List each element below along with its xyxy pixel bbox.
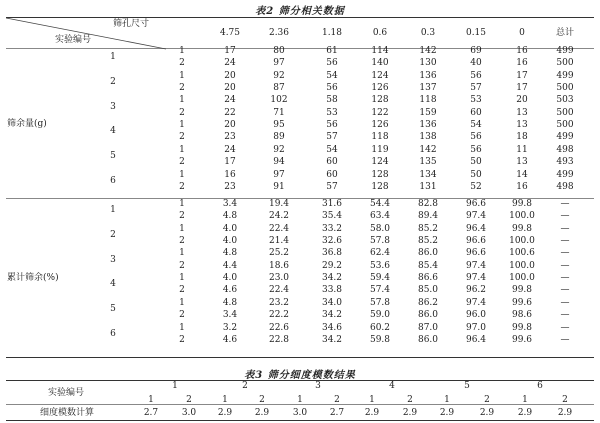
mass-cell: 102 — [270, 95, 288, 106]
mass-cell: 500 — [556, 120, 574, 131]
cumulative-cell: 96.6 — [465, 248, 487, 259]
cumulative-cell: 4.0 — [222, 236, 238, 247]
cumulative-sub-index: 2 — [179, 334, 185, 345]
mass-cell: 17 — [516, 83, 528, 94]
column-header: 0 — [519, 28, 525, 38]
mass-cell: 13 — [516, 120, 528, 131]
mass-cell: 91 — [273, 181, 285, 192]
mass-cell: 95 — [273, 120, 285, 131]
mass-sub-index: 2 — [179, 107, 185, 118]
cumulative-cell: 33.2 — [321, 223, 343, 234]
cumulative-cell: 4.8 — [222, 211, 238, 222]
mass-cell: 140 — [371, 58, 389, 69]
cumulative-sub-index: 1 — [179, 223, 185, 234]
cumulative-cell: 99.8 — [511, 322, 533, 333]
column-header: 1.18 — [321, 28, 343, 38]
table3-value: 2.9 — [254, 408, 270, 418]
mass-sub-index: 2 — [179, 58, 185, 69]
mass-cell: 56 — [326, 120, 338, 131]
mass-cell: 57 — [470, 83, 482, 94]
cumulative-sub-index: 2 — [179, 211, 185, 222]
mass-cell: 126 — [371, 120, 389, 131]
mass-cell: 136 — [419, 70, 437, 81]
cumulative-cell: 54.4 — [369, 199, 391, 209]
mass-cell: 56 — [326, 58, 338, 69]
cumulative-cell: 86.0 — [417, 334, 439, 345]
cumulative-cell: — — [560, 223, 570, 234]
cumulative-cell: 85.2 — [417, 223, 439, 234]
mass-cell: 24 — [224, 144, 236, 155]
cumulative-sub-index: 2 — [179, 236, 185, 247]
mass-cell: 57 — [326, 181, 338, 192]
mass-cell: 11 — [516, 144, 528, 155]
section1-label: 筛余量(g) — [7, 119, 47, 129]
cumulative-cell: — — [560, 236, 570, 247]
mass-cell: 22 — [224, 107, 236, 118]
cumulative-cell: 53.6 — [369, 260, 391, 271]
mass-cell: 118 — [419, 95, 437, 106]
mass-cell: 500 — [556, 107, 574, 118]
mass-cell: 16 — [516, 58, 528, 69]
table2-caption: 表2 筛分相关数据 — [255, 6, 345, 17]
column-header: 2.36 — [268, 28, 290, 38]
cumulative-cell: — — [560, 273, 570, 284]
mass-cell: 53 — [470, 95, 482, 106]
cumulative-cell: 22.4 — [268, 285, 290, 296]
mass-sub-index: 1 — [179, 169, 185, 180]
mass-cell: 126 — [371, 83, 389, 94]
cumulative-group-label: 3 — [110, 254, 116, 265]
cumulative-cell: 96.2 — [465, 285, 487, 296]
cumulative-sub-index: 2 — [179, 310, 185, 321]
cumulative-cell: 96.6 — [465, 199, 487, 209]
mass-sub-index: 1 — [179, 95, 185, 106]
cumulative-cell: 63.4 — [369, 211, 391, 222]
mass-cell: 23 — [224, 132, 236, 143]
mass-cell: 80 — [273, 46, 285, 56]
cumulative-cell: — — [560, 334, 570, 345]
cumulative-cell: 34.0 — [321, 297, 343, 308]
mass-cell: 499 — [556, 132, 574, 143]
cumulative-cell: 57.8 — [369, 297, 391, 308]
cumulative-cell: 85.0 — [417, 285, 439, 296]
cumulative-cell: 97.4 — [465, 260, 487, 271]
cumulative-cell: 60.2 — [369, 322, 391, 333]
table3-value: 2.9 — [439, 408, 455, 418]
cumulative-cell: 21.4 — [268, 236, 290, 247]
mass-cell: 16 — [224, 169, 236, 180]
cumulative-cell: 3.2 — [222, 322, 238, 333]
mass-cell: 60 — [470, 107, 482, 118]
table3-sub-index: 1 — [522, 395, 528, 405]
cumulative-cell: 99.6 — [511, 334, 533, 345]
mass-cell: 128 — [371, 169, 389, 180]
cumulative-sub-index: 1 — [179, 199, 185, 209]
table3-sub-index: 2 — [259, 395, 265, 405]
mass-cell: 122 — [371, 107, 389, 118]
table3-sub-index: 2 — [407, 395, 413, 405]
mass-cell: 498 — [556, 144, 574, 155]
mass-cell: 56 — [470, 70, 482, 81]
section2-label: 累计筛余(%) — [7, 273, 59, 283]
mass-cell: 97 — [273, 169, 285, 180]
cumulative-cell: 34.6 — [321, 322, 343, 333]
cumulative-cell: 22.8 — [268, 334, 290, 345]
mass-cell: 24 — [224, 95, 236, 106]
cumulative-cell: 85.4 — [417, 260, 439, 271]
mass-cell: 124 — [371, 157, 389, 168]
table3-group: 5 — [464, 381, 470, 391]
table3-value: 3.0 — [292, 408, 308, 418]
table3-sub-index: 2 — [186, 395, 192, 405]
cumulative-cell: 59.0 — [369, 310, 391, 321]
mass-sub-index: 1 — [179, 120, 185, 131]
table3-sub-index: 2 — [562, 395, 568, 405]
cumulative-cell: 23.0 — [268, 273, 290, 284]
cumulative-cell: 22.4 — [268, 223, 290, 234]
mass-cell: 54 — [326, 70, 338, 81]
cumulative-cell: 29.2 — [321, 260, 343, 271]
mass-cell: 54 — [470, 120, 482, 131]
mass-sub-index: 1 — [179, 46, 185, 56]
cumulative-cell: 87.0 — [417, 322, 439, 333]
column-header: 4.75 — [219, 28, 241, 38]
mass-cell: 60 — [326, 169, 338, 180]
table3-row1-label: 实验编号 — [48, 388, 85, 398]
cumulative-cell: 4.6 — [222, 334, 238, 345]
table3-value: 2.9 — [217, 408, 233, 418]
mass-cell: 40 — [470, 58, 482, 69]
mass-cell: 53 — [326, 107, 338, 118]
cumulative-cell: 18.6 — [268, 260, 290, 271]
mass-cell: 130 — [419, 58, 437, 69]
cumulative-cell: 99.8 — [511, 285, 533, 296]
cumulative-cell: 96.4 — [465, 223, 487, 234]
mass-cell: 69 — [470, 46, 482, 56]
table3-value: 2.9 — [557, 408, 573, 418]
mass-cell: 71 — [273, 107, 285, 118]
mass-cell: 97 — [273, 58, 285, 69]
cumulative-cell: 4.0 — [222, 223, 238, 234]
cumulative-cell: 99.8 — [511, 223, 533, 234]
table3-group: 1 — [172, 381, 178, 391]
cumulative-cell: — — [560, 285, 570, 296]
mass-cell: 13 — [516, 107, 528, 118]
table3-group: 3 — [315, 381, 321, 391]
mass-cell: 131 — [419, 181, 437, 192]
cumulative-cell: 4.8 — [222, 248, 238, 259]
mass-cell: 23 — [224, 181, 236, 192]
cumulative-cell: 100.0 — [509, 211, 535, 222]
cumulative-cell: 100.0 — [509, 260, 535, 271]
cumulative-sub-index: 2 — [179, 285, 185, 296]
mass-cell: 92 — [273, 70, 285, 81]
cumulative-sub-index: 1 — [179, 297, 185, 308]
mass-cell: 135 — [419, 157, 437, 168]
cumulative-cell: 4.4 — [222, 260, 238, 271]
cumulative-cell: 3.4 — [222, 310, 238, 321]
mass-cell: 16 — [516, 181, 528, 192]
mass-cell: 118 — [371, 132, 389, 143]
mass-cell: 24 — [224, 58, 236, 69]
cumulative-cell: 86.6 — [417, 273, 439, 284]
table3-row2-label: 细度模数计算 — [40, 408, 95, 418]
cumulative-cell: 100.6 — [509, 248, 535, 259]
mass-sub-index: 1 — [179, 144, 185, 155]
mass-cell: 142 — [419, 46, 437, 56]
mass-cell: 499 — [556, 70, 574, 81]
cumulative-cell: 23.2 — [268, 297, 290, 308]
mass-cell: 16 — [516, 46, 528, 56]
table2-bottom-rule — [6, 357, 594, 358]
cumulative-group-label: 1 — [110, 205, 116, 216]
mass-cell: 13 — [516, 157, 528, 168]
cumulative-cell: 100.0 — [509, 236, 535, 247]
cumulative-cell: 33.8 — [321, 285, 343, 296]
mass-cell: 54 — [326, 144, 338, 155]
cumulative-cell: 96.0 — [465, 310, 487, 321]
table3-group: 4 — [389, 381, 395, 391]
mass-cell: 128 — [371, 181, 389, 192]
mass-cell: 57 — [326, 132, 338, 143]
mass-sub-index: 2 — [179, 181, 185, 192]
mass-group-label: 2 — [110, 76, 116, 87]
cumulative-cell: 100.0 — [509, 273, 535, 284]
table3-sub-index: 2 — [334, 395, 340, 405]
cumulative-cell: 24.2 — [268, 211, 290, 222]
mass-cell: 134 — [419, 169, 437, 180]
cumulative-sub-index: 1 — [179, 248, 185, 259]
mass-cell: 52 — [470, 181, 482, 192]
table3-sub-index: 2 — [484, 395, 490, 405]
table3-sub-index: 1 — [148, 395, 154, 405]
mass-cell: 500 — [556, 83, 574, 94]
mass-cell: 499 — [556, 169, 574, 180]
mass-cell: 493 — [556, 157, 574, 168]
mass-cell: 14 — [516, 169, 528, 180]
cumulative-cell: — — [560, 248, 570, 259]
table3-value: 2.9 — [517, 408, 533, 418]
table3-sub-index: 1 — [222, 395, 228, 405]
cumulative-cell: 96.4 — [465, 334, 487, 345]
cumulative-group-label: 4 — [110, 279, 116, 290]
mass-group-label: 4 — [110, 126, 116, 137]
table3-value: 2.9 — [364, 408, 380, 418]
table3-value: 2.9 — [402, 408, 418, 418]
mass-cell: 61 — [326, 46, 338, 56]
mass-cell: 119 — [371, 144, 389, 155]
cumulative-group-label: 6 — [110, 328, 116, 339]
cumulative-cell: 3.4 — [222, 199, 238, 209]
header-corner-top: 筛孔尺寸 — [113, 19, 150, 29]
cumulative-cell: 86.2 — [417, 297, 439, 308]
cumulative-cell: 97.4 — [465, 297, 487, 308]
mass-cell: 50 — [470, 157, 482, 168]
cumulative-cell: 58.0 — [369, 223, 391, 234]
table3-value: 3.0 — [181, 408, 197, 418]
mass-cell: 137 — [419, 83, 437, 94]
cumulative-cell: 97.0 — [465, 322, 487, 333]
mass-cell: 17 — [224, 46, 236, 56]
mass-cell: 499 — [556, 46, 574, 56]
cumulative-sub-index: 2 — [179, 260, 185, 271]
table3-sub-index: 1 — [297, 395, 303, 405]
cumulative-group-label: 2 — [110, 229, 116, 240]
mass-group-label: 6 — [110, 175, 116, 186]
table3-value: 2.9 — [479, 408, 495, 418]
cumulative-cell: — — [560, 199, 570, 209]
mass-cell: 20 — [224, 70, 236, 81]
cumulative-cell: 59.4 — [369, 273, 391, 284]
mass-group-label: 5 — [110, 150, 116, 161]
mass-cell: 17 — [224, 157, 236, 168]
cumulative-cell: 82.8 — [417, 199, 439, 209]
table3-caption: 表3 筛分细度模数结果 — [244, 370, 356, 381]
mass-cell: 60 — [326, 157, 338, 168]
mass-sub-index: 2 — [179, 157, 185, 168]
mass-sub-index: 1 — [179, 70, 185, 81]
column-header: 0.15 — [465, 28, 487, 38]
table3-value: 2.7 — [143, 408, 159, 418]
mass-group-label: 1 — [110, 52, 116, 63]
cumulative-cell: 97.4 — [465, 273, 487, 284]
cumulative-cell: 57.4 — [369, 285, 391, 296]
cumulative-cell: — — [560, 260, 570, 271]
cumulative-cell: 22.6 — [268, 322, 290, 333]
mass-cell: 20 — [224, 83, 236, 94]
column-header: 0.6 — [372, 28, 388, 38]
cumulative-cell: 96.6 — [465, 236, 487, 247]
cumulative-cell: 85.2 — [417, 236, 439, 247]
cumulative-cell: 4.8 — [222, 297, 238, 308]
cumulative-cell: 62.4 — [369, 248, 391, 259]
table3-group: 2 — [242, 381, 248, 391]
mass-cell: 94 — [273, 157, 285, 168]
cumulative-cell: 35.4 — [321, 211, 343, 222]
mass-cell: 87 — [273, 83, 285, 94]
table3-sub-index: 1 — [369, 395, 375, 405]
cumulative-cell: — — [560, 310, 570, 321]
cumulative-cell: 86.0 — [417, 310, 439, 321]
table3-bottom-rule — [6, 420, 594, 421]
cumulative-cell: — — [560, 211, 570, 222]
cumulative-cell: — — [560, 322, 570, 333]
mass-group-label: 3 — [110, 101, 116, 112]
mass-cell: 138 — [419, 132, 437, 143]
mass-cell: 18 — [516, 132, 528, 143]
cumulative-cell: 34.2 — [321, 334, 343, 345]
cumulative-cell: 99.8 — [511, 199, 533, 209]
cumulative-cell: — — [560, 297, 570, 308]
column-header: 总计 — [555, 28, 574, 38]
mass-cell: 56 — [470, 144, 482, 155]
mass-cell: 503 — [556, 95, 574, 106]
cumulative-cell: 22.2 — [268, 310, 290, 321]
mass-cell: 17 — [516, 70, 528, 81]
cumulative-cell: 57.8 — [369, 236, 391, 247]
cumulative-sub-index: 1 — [179, 273, 185, 284]
mass-cell: 20 — [224, 120, 236, 131]
table3-top-rule — [6, 380, 594, 381]
mass-cell: 50 — [470, 169, 482, 180]
cumulative-cell: 89.4 — [417, 211, 439, 222]
mass-cell: 89 — [273, 132, 285, 143]
mass-cell: 56 — [470, 132, 482, 143]
cumulative-cell: 34.2 — [321, 273, 343, 284]
cumulative-cell: 34.2 — [321, 310, 343, 321]
cumulative-cell: 36.8 — [321, 248, 343, 259]
mass-cell: 159 — [419, 107, 437, 118]
cumulative-group-label: 5 — [110, 303, 116, 314]
mass-cell: 500 — [556, 58, 574, 69]
table3-value: 2.7 — [329, 408, 345, 418]
cumulative-cell: 31.6 — [321, 199, 343, 209]
cumulative-cell: 86.0 — [417, 248, 439, 259]
mass-cell: 20 — [516, 95, 528, 106]
mass-cell: 124 — [371, 70, 389, 81]
header-corner-bottom: 实验编号 — [55, 35, 92, 45]
cumulative-cell: 32.6 — [321, 236, 343, 247]
cumulative-sub-index: 1 — [179, 322, 185, 333]
cumulative-cell: 97.4 — [465, 211, 487, 222]
mass-cell: 128 — [371, 95, 389, 106]
mass-sub-index: 2 — [179, 132, 185, 143]
mass-cell: 498 — [556, 181, 574, 192]
table3-group: 6 — [537, 381, 543, 391]
cumulative-cell: 4.0 — [222, 273, 238, 284]
mass-cell: 92 — [273, 144, 285, 155]
mass-sub-index: 2 — [179, 83, 185, 94]
cumulative-cell: 25.2 — [268, 248, 290, 259]
cumulative-cell: 98.6 — [511, 310, 533, 321]
mass-cell: 136 — [419, 120, 437, 131]
cumulative-cell: 19.4 — [268, 199, 290, 209]
mass-cell: 114 — [371, 46, 389, 56]
mass-cell: 142 — [419, 144, 437, 155]
cumulative-cell: 99.6 — [511, 297, 533, 308]
cumulative-cell: 59.8 — [369, 334, 391, 345]
mass-cell: 58 — [326, 95, 338, 106]
column-header: 0.3 — [420, 28, 436, 38]
table3-sub-index: 1 — [444, 395, 450, 405]
cumulative-cell: 4.6 — [222, 285, 238, 296]
mass-cell: 56 — [326, 83, 338, 94]
